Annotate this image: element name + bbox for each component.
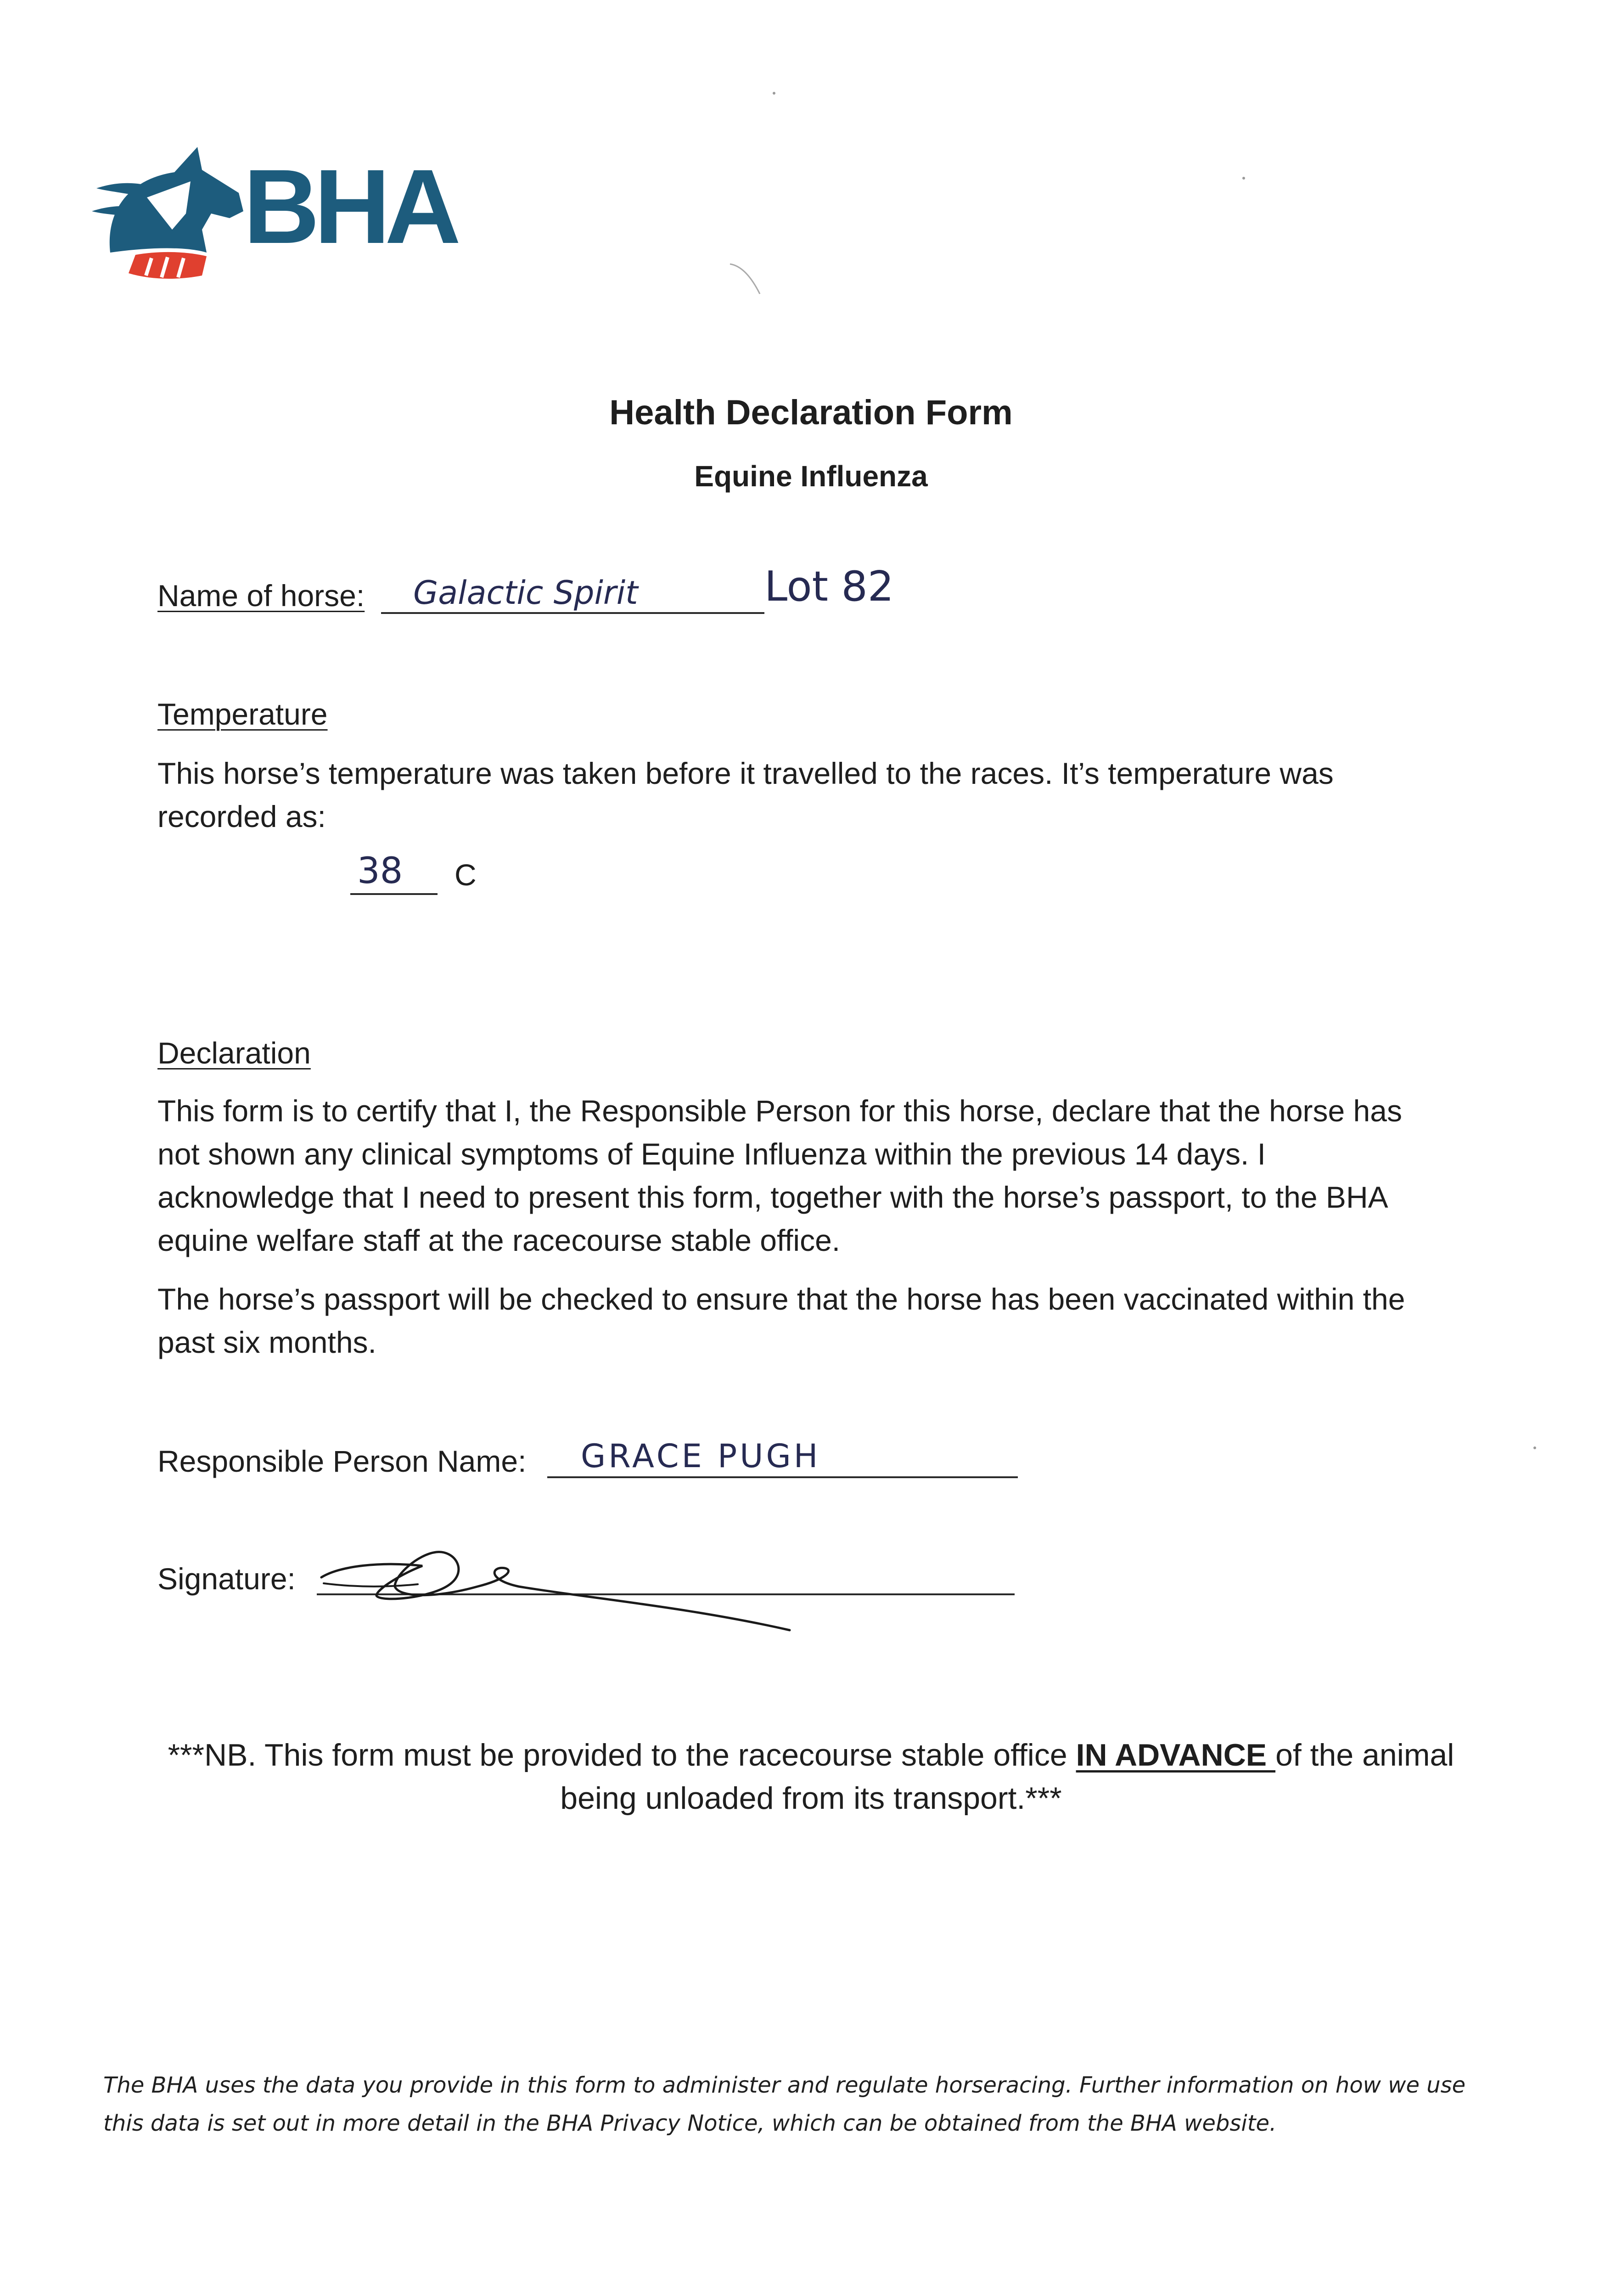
notice-prefix: ***NB. This form must be provided to the racecourse stable office (168, 1738, 1076, 1773)
notice-emphasis: IN ADVANCE (1076, 1738, 1276, 1773)
handwritten-signature (312, 1529, 808, 1635)
temperature-value: 38 (357, 850, 403, 892)
horse-name-line (381, 612, 764, 614)
temperature-heading: Temperature (157, 697, 328, 731)
advance-notice (138, 1733, 1484, 1820)
scan-speck (1533, 1446, 1536, 1449)
declaration-heading: Declaration (157, 1036, 311, 1070)
form-title: Health Declaration Form (609, 393, 1013, 432)
scan-speck (1242, 177, 1245, 180)
temperature-unit: C (455, 858, 477, 892)
horse-name-label: Name of horse: (157, 579, 365, 613)
responsible-person-value: GRACE PUGH (581, 1437, 821, 1475)
responsible-person-label: Responsible Person Name: (157, 1444, 527, 1478)
bha-logo-text: BHA (243, 147, 456, 265)
declaration-text (157, 1089, 1443, 1379)
declaration-paragraph-1: This form is to certify that I, the Responsible Person for this horse, declare that the horse has not shown any clinical symptoms of Equine Influenza within the previous 14 days. I acknowledge that I need to present this form, together with the horse’s passport, to the BHA equine welfare staff at the racecourse stable office. (157, 1094, 1402, 1257)
scan-speck (773, 92, 775, 95)
signature-label: Signature: (157, 1562, 296, 1596)
temperature-text (157, 752, 1443, 854)
form-subtitle: Equine Influenza (694, 460, 928, 493)
horse-lot-value: Lot 82 (764, 563, 894, 611)
privacy-notice: The BHA uses the data you provide in this form to administer and regulate horseracing. Further information on how we use this data is set out in more detail in the BHA Privacy Notice, which can be obtained from the BHA website. (103, 2072, 1466, 2136)
horse-name-value: Galactic Spirit (413, 574, 638, 612)
notice-suffix: of the animal being unloaded from its transport.*** (560, 1738, 1454, 1816)
declaration-paragraph-2: The horse’s passport will be checked to ensure that the horse has been vaccinated within the past six months. (157, 1282, 1405, 1359)
temperature-paragraph: This horse’s temperature was taken before it travelled to the races. It’s temperature was recorded as: (157, 756, 1334, 833)
scan-mark (728, 262, 764, 298)
horse-head-icon (92, 147, 243, 279)
temperature-line (350, 893, 438, 895)
responsible-person-line (547, 1476, 1018, 1478)
